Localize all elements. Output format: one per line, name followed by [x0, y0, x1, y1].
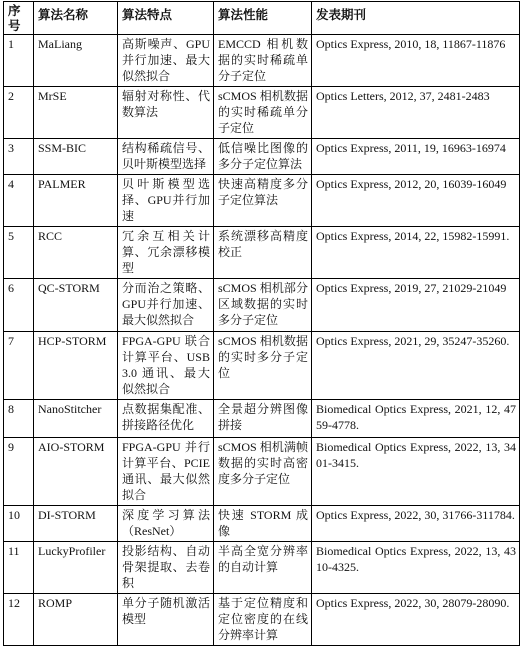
cell-index: 12 — [4, 594, 34, 646]
cell-algorithm-name: RCC — [34, 227, 118, 279]
cell-index: 10 — [4, 506, 34, 542]
table-header — [4, 2, 520, 35]
cell-index: 9 — [4, 438, 34, 506]
cell-performance: 快速高精度多分子定位算法 — [214, 175, 312, 227]
table-row — [4, 175, 520, 227]
cell-performance: 基于定位精度和定位密度的在线分辨率计算 — [214, 594, 312, 646]
cell-features: 辐射对称性、代数算法 — [118, 87, 214, 139]
cell-journal: Optics Express, 2010, 18, 11867-11876 — [312, 35, 520, 87]
cell-algorithm-name: DI-STORM — [34, 506, 118, 542]
table-row — [4, 227, 520, 279]
header-algorithm-name: 算法名称 — [34, 2, 118, 35]
cell-performance: 全景超分辨图像拼接 — [214, 400, 312, 438]
cell-features: 贝叶斯模型选择、GPU并行加速 — [118, 175, 214, 227]
table-row — [4, 506, 520, 542]
cell-index: 5 — [4, 227, 34, 279]
algorithm-table — [3, 1, 520, 646]
cell-features: FPGA-GPU 并行计算平台、PCIE 通讯、最大似然拟合 — [118, 438, 214, 506]
table-row — [4, 594, 520, 646]
cell-algorithm-name: LuckyProfiler — [34, 542, 118, 594]
cell-features: 高斯噪声、GPU并行加速、最大似然拟合 — [118, 35, 214, 87]
cell-algorithm-name: QC-STORM — [34, 279, 118, 332]
cell-index: 11 — [4, 542, 34, 594]
cell-features: 投影结构、自动骨架提取、去卷积 — [118, 542, 214, 594]
cell-index: 3 — [4, 139, 34, 175]
table-row — [4, 438, 520, 506]
cell-index: 7 — [4, 332, 34, 400]
cell-journal: Biomedical Optics Express, 2022, 13, 4310-4325. — [312, 542, 520, 594]
table-row — [4, 35, 520, 87]
cell-performance: EMCCD 相机数据的实时稀疏单分子定位 — [214, 35, 312, 87]
cell-algorithm-name: MrSE — [34, 87, 118, 139]
cell-index: 1 — [4, 35, 34, 87]
table-row — [4, 332, 520, 400]
cell-algorithm-name: SSM-BIC — [34, 139, 118, 175]
cell-algorithm-name: AIO-STORM — [34, 438, 118, 506]
cell-index: 8 — [4, 400, 34, 438]
cell-journal: Optics Express, 2011, 19, 16963-16974 — [312, 139, 520, 175]
cell-features: 深度学习算法（ResNet） — [118, 506, 214, 542]
cell-journal: Optics Letters, 2012, 37, 2481-2483 — [312, 87, 520, 139]
header-row — [4, 2, 520, 35]
table-row — [4, 542, 520, 594]
table-body — [4, 35, 520, 646]
table-row — [4, 279, 520, 332]
header-index: 序号 — [4, 2, 34, 35]
cell-features: 点数据集配准、拼接路径优化 — [118, 400, 214, 438]
header-journal: 发表期刊 — [312, 2, 520, 35]
cell-algorithm-name: NanoStitcher — [34, 400, 118, 438]
cell-algorithm-name: MaLiang — [34, 35, 118, 87]
cell-performance: sCMOS 相机数据的实时稀疏单分子定位 — [214, 87, 312, 139]
table-row — [4, 400, 520, 438]
cell-features: 结构稀疏信号、贝叶斯模型选择 — [118, 139, 214, 175]
cell-features: 单分子随机激活模型 — [118, 594, 214, 646]
cell-journal: Biomedical Optics Express, 2021, 12, 4759-4778. — [312, 400, 520, 438]
cell-algorithm-name: ROMP — [34, 594, 118, 646]
cell-performance: sCMOS 相机部分区域数据的实时多分子定位 — [214, 279, 312, 332]
cell-algorithm-name: PALMER — [34, 175, 118, 227]
header-algorithm-features: 算法特点 — [118, 2, 214, 35]
cell-performance: 半高全宽分辨率的自动计算 — [214, 542, 312, 594]
cell-journal: Optics Express, 2021, 29, 35247-35260. — [312, 332, 520, 400]
cell-journal: Optics Express, 2014, 22, 15982-15991. — [312, 227, 520, 279]
cell-performance: 快速 STORM 成像 — [214, 506, 312, 542]
cell-performance: sCMOS 相机满帧数据的实时高密度多分子定位 — [214, 438, 312, 506]
cell-performance: 低信噪比图像的多分子定位算法 — [214, 139, 312, 175]
cell-features: 冗余互相关计算、冗余漂移模型 — [118, 227, 214, 279]
cell-index: 4 — [4, 175, 34, 227]
cell-performance: 系统漂移高精度校正 — [214, 227, 312, 279]
cell-journal: Optics Express, 2022, 30, 31766-311784. — [312, 506, 520, 542]
cell-features: 分而治之策略、GPU并行加速、最大似然拟合 — [118, 279, 214, 332]
header-algorithm-performance: 算法性能 — [214, 2, 312, 35]
table-row — [4, 87, 520, 139]
cell-performance: sCMOS 相机数据的实时多分子定位 — [214, 332, 312, 400]
cell-journal: Optics Express, 2012, 20, 16039-16049 — [312, 175, 520, 227]
table-row — [4, 139, 520, 175]
cell-index: 6 — [4, 279, 34, 332]
cell-journal: Optics Express, 2022, 30, 28079-28090. — [312, 594, 520, 646]
cell-journal: Optics Express, 2019, 27, 21029-21049 — [312, 279, 520, 332]
algorithm-table-container — [3, 1, 520, 646]
cell-journal: Biomedical Optics Express, 2022, 13, 3401-3415. — [312, 438, 520, 506]
cell-algorithm-name: HCP-STORM — [34, 332, 118, 400]
cell-index: 2 — [4, 87, 34, 139]
cell-features: FPGA-GPU 联合计算平台、USB 3.0 通讯、最大似然拟合 — [118, 332, 214, 400]
